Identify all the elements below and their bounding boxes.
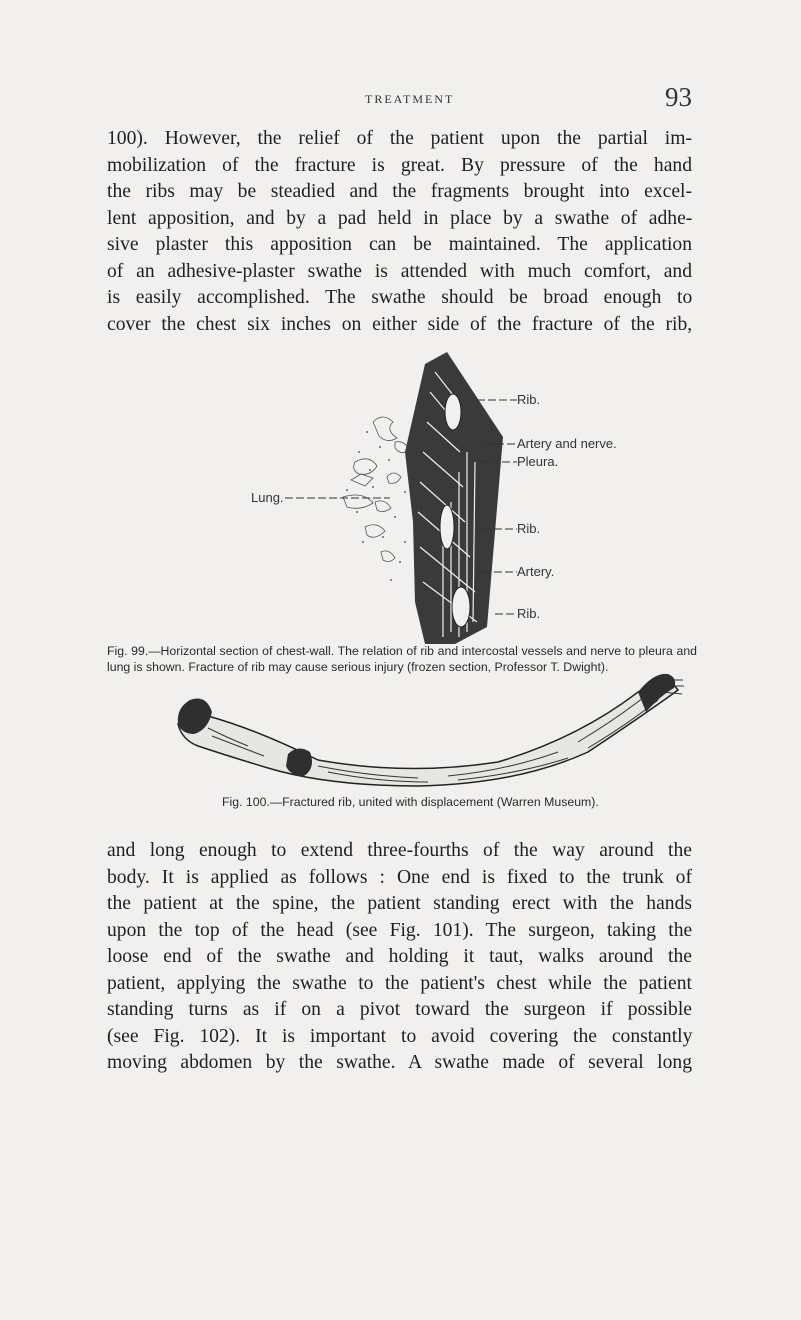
text-line: of an adhesive-plaster swathe is attended with much comfort, and [107,260,692,282]
text-line: mobilization of the fracture is great. By pressure of the hand [107,154,692,176]
running-title: TREATMENT [365,92,455,106]
text-line: the patient at the spine, the patient standing erect with the hands [107,893,692,914]
figure-100-illustration [168,672,688,790]
text-line: patient, applying the swathe to the patient's chest while the patient [107,972,692,994]
fractured-rib [178,683,678,786]
text-line: sive plaster this apposition can be maintained. The application [107,234,692,255]
running-head [0,78,801,118]
label-rib-bottom: Rib. [517,606,541,621]
text-line: the ribs may be steadied and the fragments brought into excel- [107,181,692,202]
lung-tissue [343,417,409,562]
label-artery: Artery. [517,564,555,579]
text-line: body. It is applied as follows : One end is fixed to the trunk of [107,866,692,888]
text-line: standing turns as if on a pivot toward the surgeon if possible [107,999,692,1020]
text-line: is easily accomplished. The swathe should be broad enough to [107,287,693,308]
text-line: cover the chest six inches on either side of the fracture of the rib, [107,313,693,335]
label-pleura: Pleura. [517,454,559,469]
text-line: moving abdomen by the swathe. A swathe made of several long [107,1052,692,1073]
label-artery-nerve: Artery and nerve. [517,436,617,451]
figure-99-illustration [255,352,675,644]
page-number: 93 [665,82,692,112]
label-rib-mid: Rib. [517,521,541,536]
text-line: lent apposition, and by a pad held in place by a swathe of adhe- [107,207,693,229]
figure-100-caption: Fig. 100.—Fractured rib, united with displacement (Warren Museum). [222,795,599,809]
figure-99 [251,352,675,644]
text-line: loose end of the swathe and holding it taut, walks around the [107,946,692,967]
figure-99-caption: Fig. 99.—Horizontal section of chest-wall. The relation of rib and intercostal vessels and nerve to pleura and lung is shown. Fracture of rib may cause serious injury (frozen section, Professor T. Dwight). [107,644,697,674]
label-lung: Lung. [251,490,284,505]
paragraph-bottom [107,838,692,1077]
text-line: upon the top of the head (see Fig. 101). The surgeon, taking the [107,919,693,941]
text-line: 100). However, the relief of the patient upon the partial im- [107,128,692,149]
text-line: (see Fig. 102). It is important to avoid covering the constantly [107,1025,693,1047]
label-rib-top: Rib. [517,392,541,407]
figure-100 [168,672,688,790]
paragraph-top [107,126,692,338]
text-line: and long enough to extend three-fourths of the way around the [107,840,692,861]
